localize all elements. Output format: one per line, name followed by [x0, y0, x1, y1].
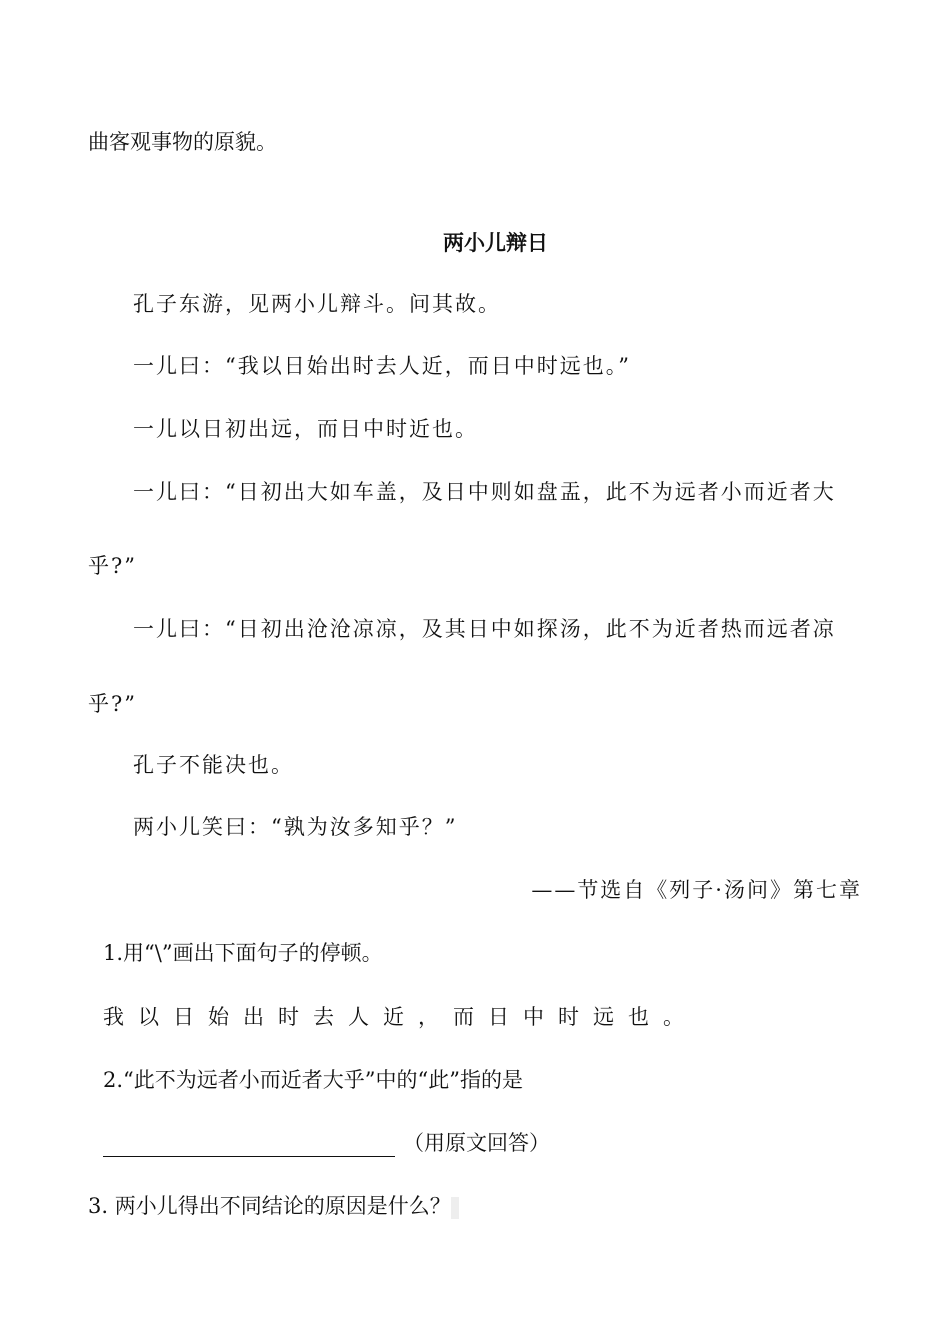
question-2: 2.“此不为远者小而近者大乎”中的“此”指的是	[103, 1068, 523, 1092]
passage-line-5: 乎?”	[88, 554, 137, 578]
passage-line-9: 两小儿笑曰：“孰为汝多知乎？”	[133, 815, 458, 839]
passage-line-7: 乎?”	[88, 692, 137, 716]
question-2-answer-row	[103, 1129, 550, 1157]
passage-source: ——节选自《列子·汤问》第七章	[531, 878, 862, 902]
answer-blank[interactable]	[103, 1136, 395, 1157]
question-2-hint: （用原文回答）	[403, 1131, 550, 1155]
continuation-text: 曲客观事物的原貌。	[88, 130, 277, 154]
highlight-mark	[451, 1197, 459, 1219]
question-3-text: 3. 两小儿得出不同结论的原因是什么？	[88, 1194, 451, 1218]
passage-line-8: 孔子不能决也。	[133, 753, 294, 777]
passage-title: 两小儿辩日	[443, 231, 548, 255]
question-1: 1.用“\”画出下面句子的停顿。	[103, 941, 383, 965]
passage-line-3: 一儿以日初出远，而日中时近也。	[133, 417, 478, 441]
passage-line-1: 孔子东游，见两小儿辩斗。问其故。	[133, 292, 501, 316]
passage-line-4: 一儿曰：“日初出大如车盖，及日中则如盘盂，此不为远者小而近者大	[133, 480, 836, 504]
passage-line-2: 一儿曰：“我以日始出时去人近，而日中时远也。”	[133, 354, 631, 378]
passage-line-6: 一儿曰：“日初出沧沧凉凉，及其日中如探汤，此不为近者热而远者凉	[133, 617, 836, 641]
question-3	[88, 1192, 459, 1220]
question-1-sentence: 我以日始出时去人近，而日中时远也。	[103, 1005, 698, 1029]
